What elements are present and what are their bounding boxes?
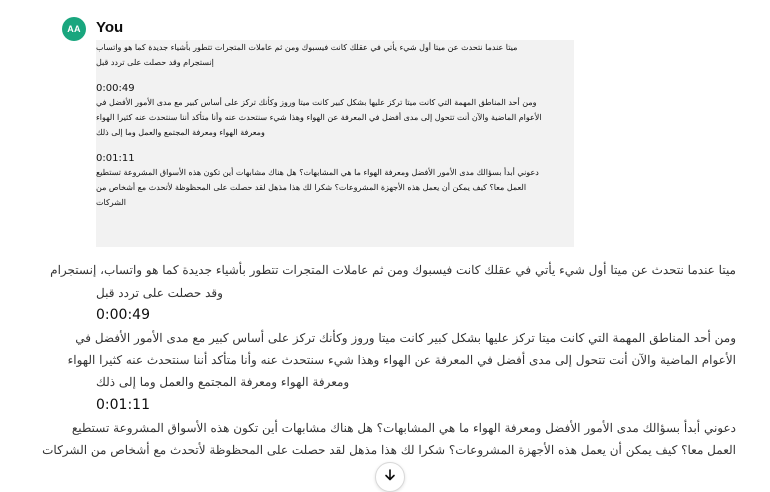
- image-timestamp: 0:00:49: [96, 83, 135, 94]
- image-text-line: ومعرفة الهواء ومعرفة المجتمع والعمل وما إلى ذلك: [96, 128, 265, 137]
- scroll-to-bottom-button[interactable]: [375, 462, 405, 492]
- image-text-line: العمل معا؟ كيف يمكن أن يعمل هذه الأجهزة المشروعات؟ شكرا لك هذا مذهل لقد حصلت على المحظوظة لأتحدث مع أشخاص من: [96, 183, 527, 192]
- message-text-line: ومعرفة الهواء ومعرفة المجتمع والعمل وما إلى ذلك: [96, 375, 350, 389]
- image-text-line: الشركات: [96, 198, 126, 207]
- message-text-line: ميتا عندما نتحدث عن ميتا أول شيء يأتي في عقلك كانت فيسبوك ومن ثم عاملات المتجرات تتطور بأشياء جديدة كما هو واتساب، إنستجرام: [50, 263, 736, 277]
- image-text-line: ميتا عندما نتحدث عن ميتا أول شيء يأتي في عقلك كانت فيسبوك ومن ثم عاملات المتجرات تتطور بأشياء جديدة كما هو واتساب: [96, 43, 518, 52]
- message-text-line: دعوني أبدأ بسؤالك مدى الأمور الأفضل ومعرفة الهواء ما هي المشابهات؟ هل هناك مشابهات أين تكون هذه الأسواق المشروعة تستطيع: [71, 421, 736, 435]
- message-timestamp: 0:01:11: [96, 397, 150, 413]
- image-text-line: دعوني أبدأ بسؤالك مدى الأمور الأفضل ومعرفة الهواء ما هي المشابهات؟ هل هناك مشابهات أين تكون هذه الأسواق المشروعة تستطيع: [96, 168, 539, 177]
- message-text-line: العمل معا؟ كيف يمكن أن يعمل هذه الأجهزة المشروعات؟ شكرا لك هذا مذهل لقد حصلت على المحظوظة لأتحدث مع أشخاص من الشركات: [42, 443, 736, 457]
- message-author: You: [96, 19, 124, 36]
- message-text-line: الأعوام الماضية والآن أنت تتحول إلى مدى أفضل في المعرفة عن الهواء وهذا شيء سنتحدث عنه وأنا متأكد أننا سنتحدث عنه كثيرا الهواء: [67, 353, 736, 367]
- message-timestamp: 0:00:49: [96, 307, 150, 323]
- image-text-line: الأعوام الماضية والآن أنت تتحول إلى مدى أفضل في المعرفة عن الهواء وهذا شيء سنتحدث عنه وأنا متأكد أننا سنتحدث عنه كثيرا الهواء: [96, 113, 542, 122]
- avatar-initials: AA: [67, 24, 81, 34]
- arrow-down-icon: [384, 469, 396, 481]
- image-timestamp: 0:01:11: [96, 153, 135, 164]
- message-text-line: وقد حصلت على تردد قبل: [96, 286, 223, 300]
- image-text-line: ومن أحد المناطق المهمة التي كانت ميتا تركز عليها بشكل كبير كانت ميتا وروز وكأنك تركز على أساس كبير مع مدى الأمور الأفضل في: [96, 98, 537, 107]
- user-avatar: [62, 17, 86, 41]
- image-text-line: إنستجرام وقد حصلت على تردد قبل: [96, 58, 214, 67]
- attached-image[interactable]: [96, 40, 574, 247]
- message-text-line: ومن أحد المناطق المهمة التي كانت ميتا تركز عليها بشكل كبير كانت ميتا وروز وكأنك تركز على أساس كبير مع مدى الأمور الأفضل في: [75, 331, 736, 345]
